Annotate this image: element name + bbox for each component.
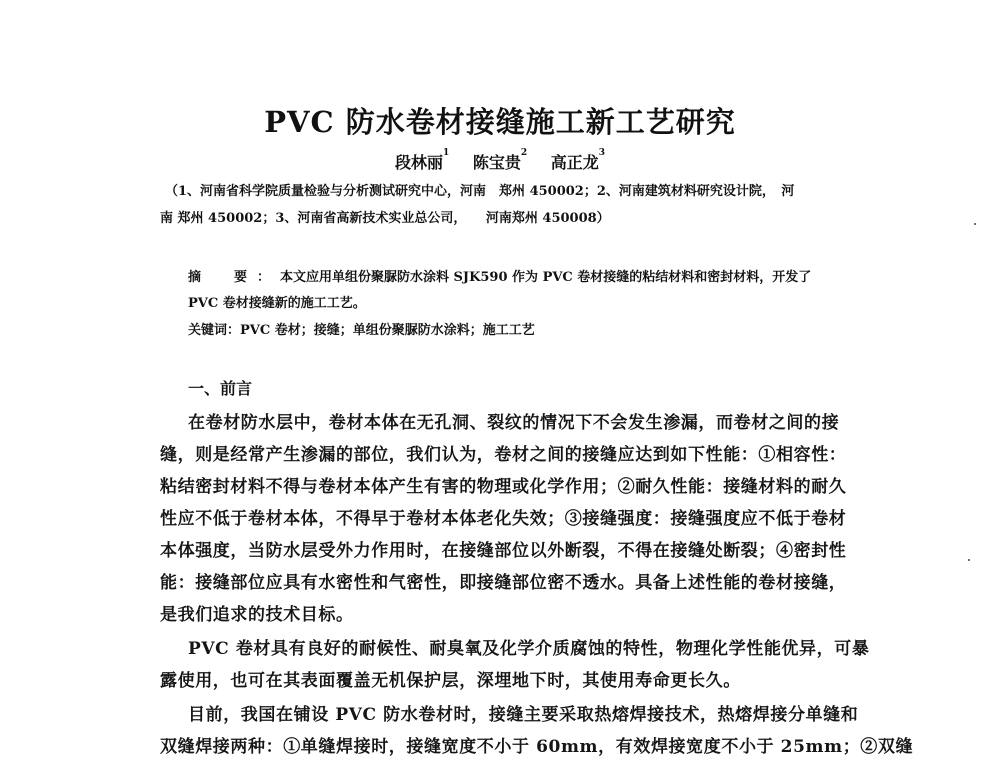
body-line: 粘结密封材料不得与卷材本体产生有害的物理或化学作用；②耐久性能：接缝材料的耐久 <box>160 477 847 497</box>
body-line: PVC 卷材具有良好的耐候性、耐臭氧及化学介质腐蚀的特性，物理化学性能优异，可暴 <box>188 639 870 659</box>
author-name: 段林丽 <box>395 153 444 172</box>
abstract-label: 摘 要： <box>188 270 281 285</box>
paper-title: PVC 防水卷材接缝施工新工艺研究 <box>264 105 736 139</box>
section-heading: 一、前言 <box>188 379 253 398</box>
scan-speck <box>968 559 970 561</box>
author-3 <box>551 150 605 173</box>
author-list <box>0 150 1000 173</box>
keywords-text: PVC 卷材；接缝；单组份聚脲防水涂料；施工工艺 <box>240 323 535 338</box>
body-line: 双缝焊接两种：①单缝焊接时，接缝宽度不小于 60mm，有效焊接宽度不小于 25mm；②双缝 <box>160 737 914 757</box>
body-line: 是我们追求的技术目标。 <box>160 605 354 625</box>
author-name: 高正龙 <box>550 153 599 172</box>
abstract-line-2: PVC 卷材接缝新的施工工艺。 <box>188 296 366 311</box>
abstract-text: 本文应用单组份聚脲防水涂料 SJK590 作为 PVC 卷材接缝的粘结材料和密封材料，开发了 <box>280 270 812 285</box>
body-line: 目前，我国在铺设 PVC 防水卷材时，接缝主要采取热熔焊接技术，热熔焊接分单缝和 <box>188 705 859 725</box>
body-line: 缝，则是经常产生渗漏的部位，我们认为，卷材之间的接缝应达到如下性能：①相容性： <box>160 445 847 465</box>
author-1 <box>395 150 449 173</box>
body-line: 本体强度，当防水层受外力作用时，在接缝部位以外断裂，不得在接缝处断裂；④密封性 <box>160 541 847 561</box>
body-line: 性应不低于卷材本体，不得早于卷材本体老化失效；③接缝强度：接缝强度应不低于卷材 <box>160 509 847 529</box>
body-line: 露使用，也可在其表面覆盖无机保护层，深埋地下时，其使用寿命更长久。 <box>160 671 741 691</box>
keywords-label: 关键词： <box>188 323 241 338</box>
affiliation-line-1: （1、河南省科学院质量检验与分析测试研究中心，河南 郑州 450002；2、河南建筑材料研究设计院， 河 <box>165 184 795 199</box>
author-name: 陈宝贵 <box>472 153 521 172</box>
author-affil-marker: 2 <box>520 148 528 158</box>
affiliation-line-2: 南 郑州 450002；3、河南省高新技术实业总公司， 河南郑州 450008） <box>160 211 610 226</box>
author-affil-marker: 3 <box>598 148 605 158</box>
author-2 <box>473 150 527 173</box>
body-line: 能：接缝部位应具有水密性和气密性，即接缝部位密不透水。具备上述性能的卷材接缝， <box>160 573 847 593</box>
body-line: 在卷材防水层中，卷材本体在无孔洞、裂纹的情况下不会发生渗漏，而卷材之间的接 <box>188 413 840 433</box>
author-affil-marker: 1 <box>443 148 450 158</box>
keywords-line <box>188 319 535 338</box>
abstract-line-1 <box>188 266 811 285</box>
scan-speck <box>974 223 976 225</box>
